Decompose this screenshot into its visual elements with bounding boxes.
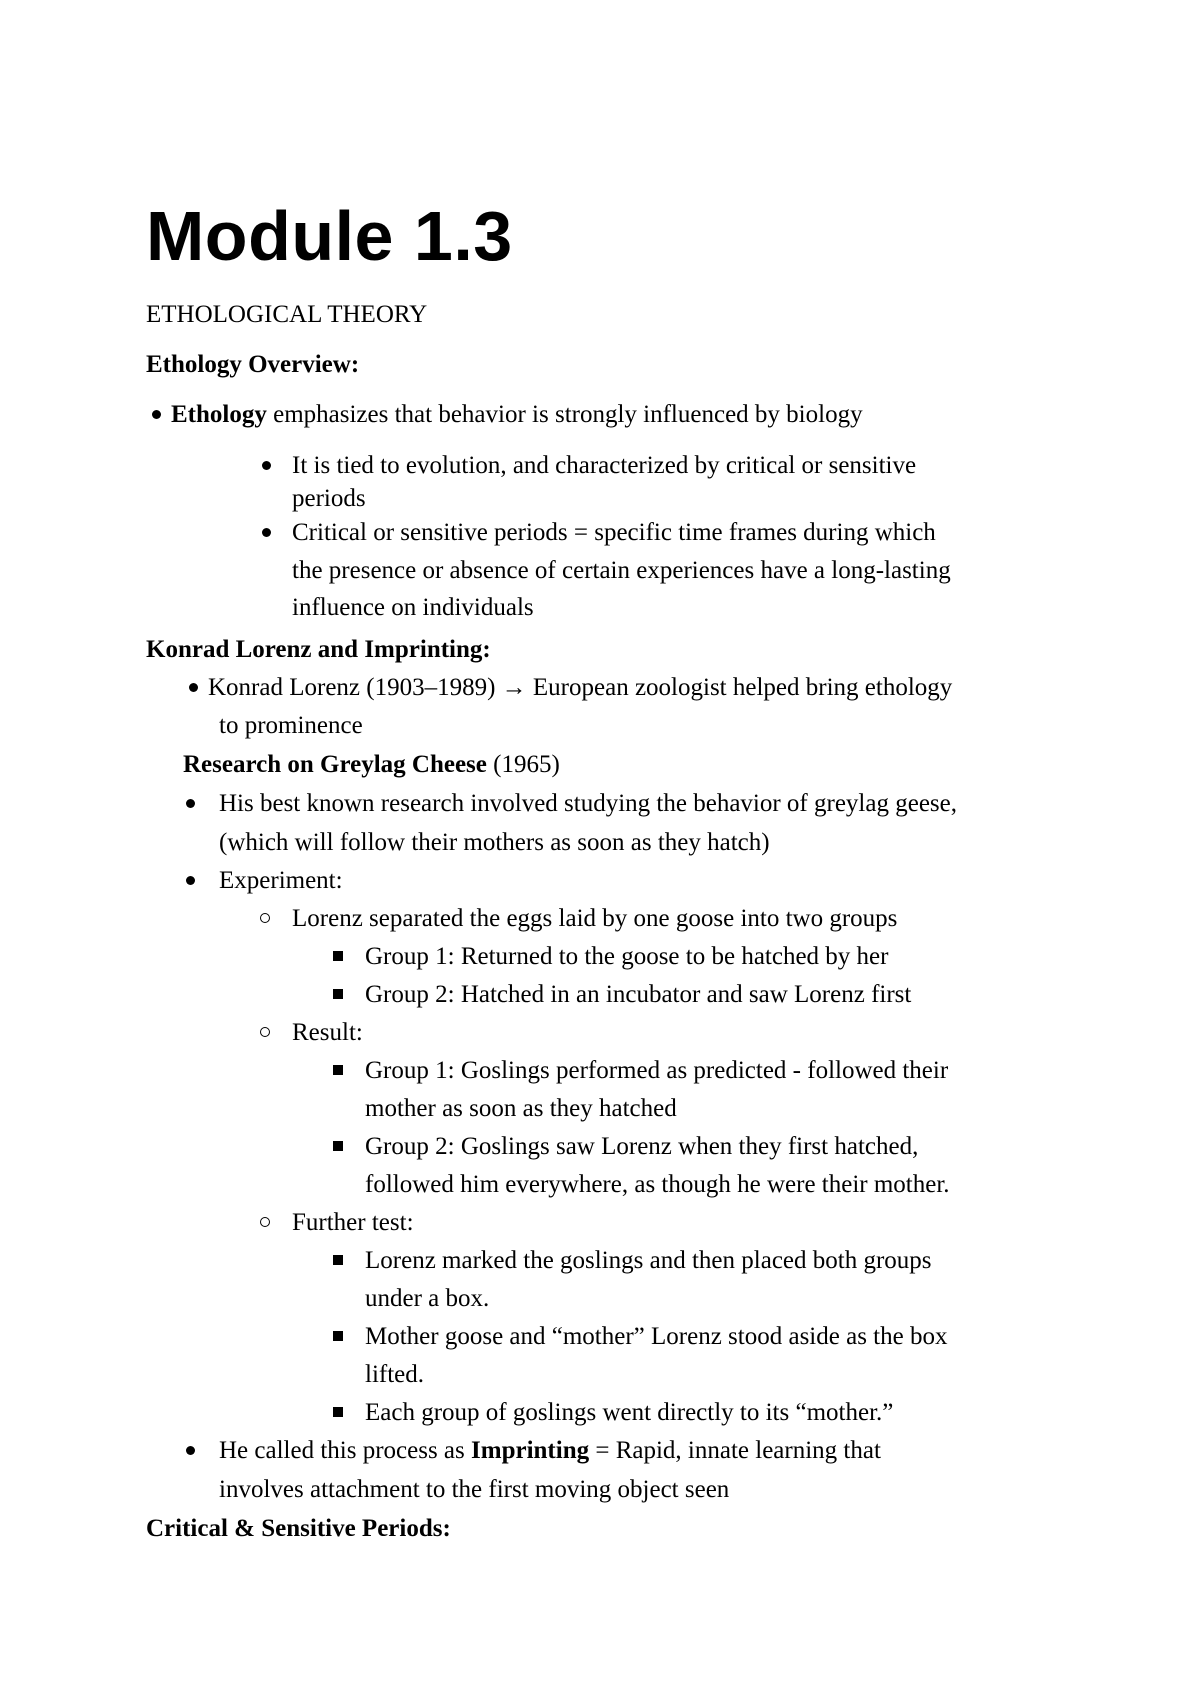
list-item-line: Group 2: Hatched in an incubator and saw Lorenz first <box>365 981 912 1008</box>
research-heading <box>183 749 560 781</box>
list-item-line: His best known research involved studying the behavior of greylag geese, <box>219 790 957 817</box>
imprinting-term: Imprinting <box>471 1437 590 1464</box>
bullet-dot-icon <box>256 450 276 482</box>
list-item-line: Critical or sensitive periods = specific time frames during which <box>292 519 936 546</box>
list-item-line: followed him everywhere, as though he were their mother. <box>365 1171 950 1198</box>
bullet-dot-icon <box>183 672 203 704</box>
bullet-square-icon <box>328 1131 348 1163</box>
ethology-overview-heading: Ethology Overview: <box>146 351 360 378</box>
bullet-square-icon <box>328 1055 348 1087</box>
section-heading: ETHOLOGICAL THEORY <box>146 301 428 328</box>
bullet-dot-icon <box>180 1435 200 1467</box>
bullet-circle-icon <box>255 903 275 935</box>
list-item-line: lifted. <box>365 1361 425 1388</box>
list-item-line: Group 1: Goslings performed as predicted - followed their <box>365 1057 949 1084</box>
bullet-square-icon <box>328 1397 348 1429</box>
bullet-dot-icon <box>256 517 276 549</box>
list-item-line: involves attachment to the first moving object seen <box>219 1476 730 1503</box>
list-item <box>171 399 863 431</box>
list-item-line: Group 1: Returned to the goose to be hatched by her <box>365 943 889 970</box>
research-heading-year: (1965) <box>486 751 560 778</box>
critical-periods-heading: Critical & Sensitive Periods: <box>146 1515 451 1542</box>
list-item-line: Further test: <box>292 1209 414 1236</box>
list-item-line: Result: <box>292 1019 363 1046</box>
bullet-circle-icon <box>255 1017 275 1049</box>
list-item-line: Lorenz separated the eggs laid by one goose into two groups <box>292 905 898 932</box>
list-item-line: (which will follow their mothers as soon as they hatch) <box>219 829 770 856</box>
bullet-dot-icon <box>180 788 200 820</box>
ethology-definition: emphasizes that behavior is strongly influenced by biology <box>266 401 863 428</box>
page-title: Module 1.3 <box>146 197 513 275</box>
bullet-square-icon <box>328 1245 348 1277</box>
list-item <box>219 1435 881 1467</box>
bullet-dot-icon <box>180 865 200 897</box>
list-item-line: Each group of goslings went directly to its “mother.” <box>365 1399 894 1426</box>
list-item-line: to prominence <box>219 712 363 739</box>
bullet-circle-icon <box>255 1207 275 1239</box>
ethology-term: Ethology <box>171 401 267 428</box>
bullet-square-icon <box>328 941 348 973</box>
list-item-line: under a box. <box>365 1285 490 1312</box>
list-item-line: Konrad Lorenz (1903–1989) → European zoologist helped bring ethology <box>208 674 953 701</box>
imprint-lead: He called this process as <box>219 1437 472 1464</box>
list-item-line: influence on individuals <box>292 594 534 621</box>
list-item-line: the presence or absence of certain experiences have a long-lasting <box>292 557 951 584</box>
research-heading-bold: Research on Greylag Cheese <box>183 751 487 778</box>
list-item-line: It is tied to evolution, and characterized by critical or sensitive <box>292 452 917 479</box>
list-item-line: Mother goose and “mother” Lorenz stood aside as the box <box>365 1323 948 1350</box>
list-item-line: Group 2: Goslings saw Lorenz when they first hatched, <box>365 1133 919 1160</box>
list-item-line: mother as soon as they hatched <box>365 1095 677 1122</box>
lorenz-heading: Konrad Lorenz and Imprinting: <box>146 636 491 663</box>
list-item-line: periods <box>292 485 366 512</box>
bullet-dot-icon <box>146 399 166 431</box>
bullet-square-icon <box>328 1321 348 1353</box>
bullet-square-icon <box>328 979 348 1011</box>
list-item-line: Experiment: <box>219 867 343 894</box>
imprinting-definition: = Rapid, innate learning that <box>589 1437 881 1464</box>
list-item-line: Lorenz marked the goslings and then placed both groups <box>365 1247 932 1274</box>
